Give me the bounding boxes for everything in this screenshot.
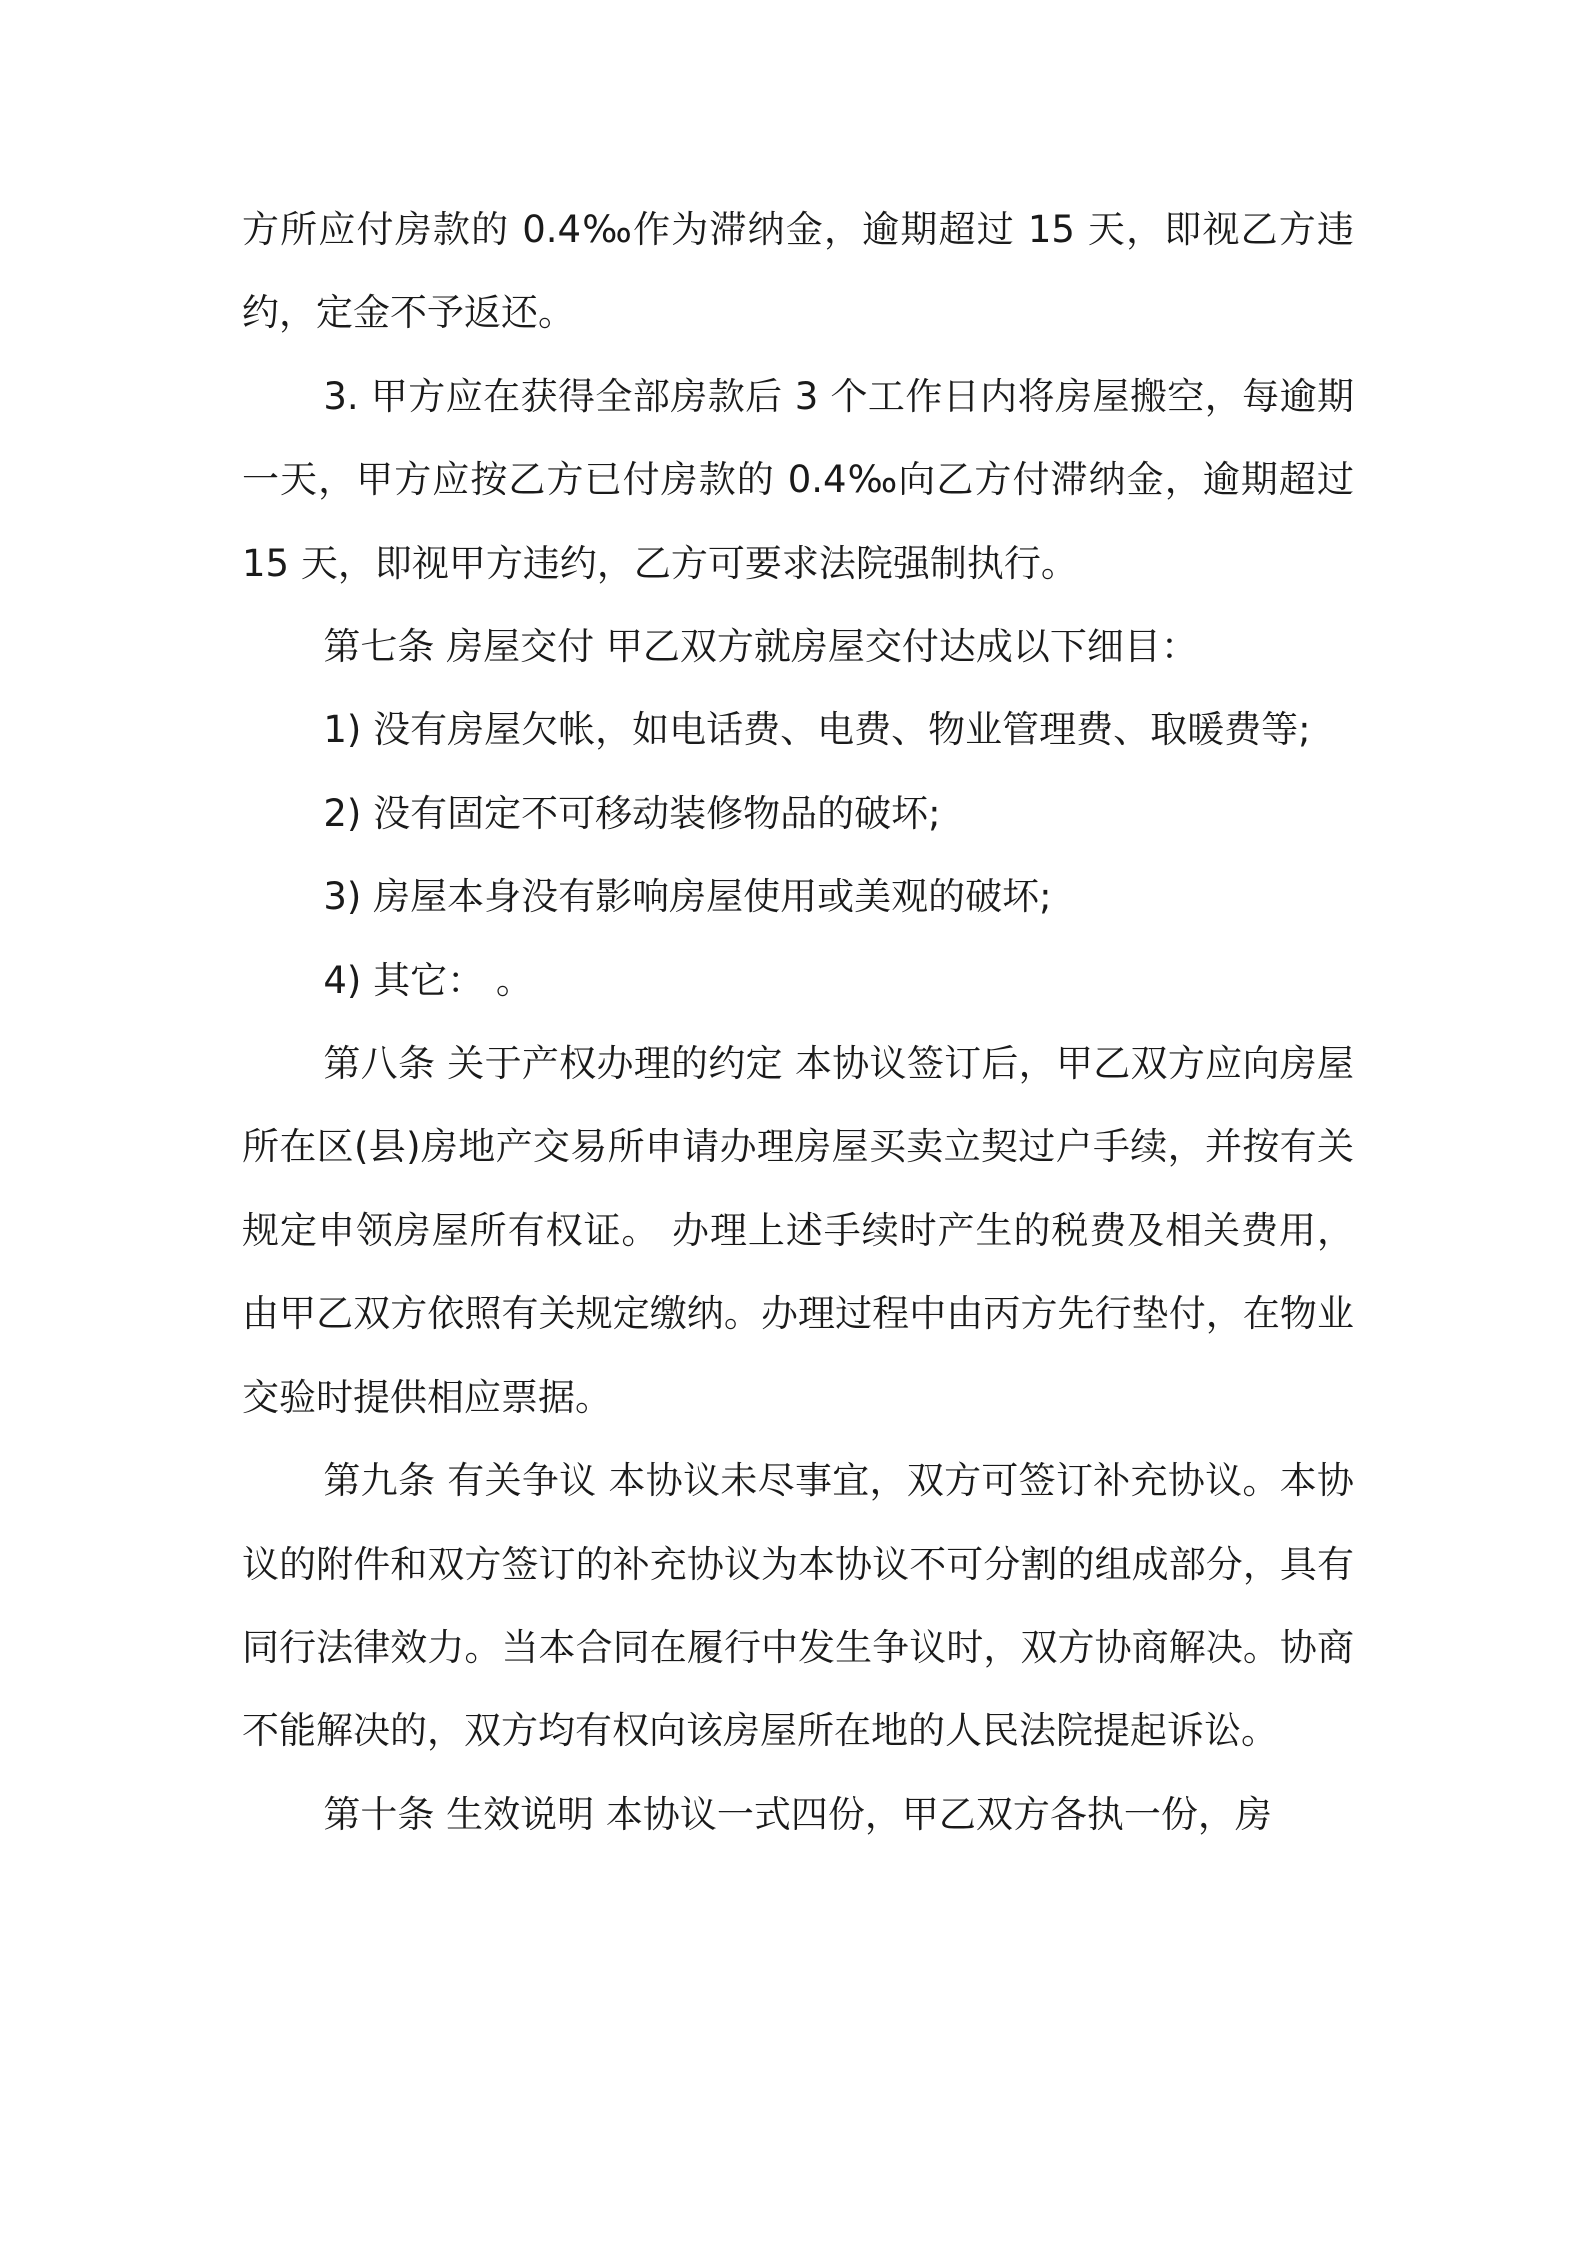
paragraph-article-10: 第十条 生效说明 本协议一式四份，甲乙双方各执一份，房 xyxy=(323,1792,1272,1836)
contract-body xyxy=(242,188,1354,1856)
paragraph-item-4: 4) 其它： 。 xyxy=(323,958,533,1002)
paragraph-clause-3-vacate: 3. 甲方应在获得全部房款后 3 个工作日内将房屋搬空，每逾期一天，甲方应按乙方已付房款的 0.4‰向乙方付滞纳金，逾期超过 15 天，即视甲方违约，乙方可要求法院强制执行。 xyxy=(242,374,1354,585)
paragraph-late-fee-continued: 方所应付房款的 0.4‰作为滞纳金，逾期超过 15 天，即视乙方违约，定金不予返还。 xyxy=(242,208,1354,335)
paragraph-item-2: 2) 没有固定不可移动装修物品的破坏; xyxy=(323,791,941,835)
paragraph-item-1: 1) 没有房屋欠帐，如电话费、电费、物业管理费、取暖费等; xyxy=(323,708,1311,752)
paragraph-item-3: 3) 房屋本身没有影响房屋使用或美观的破坏; xyxy=(323,875,1052,919)
paragraph-article-9: 第九条 有关争议 本协议未尽事宜，双方可签订补充协议。本协议的附件和双方签订的补充协议为本协议不可分割的组成部分，具有同行法律效力。当本合同在履行中发生争议时，双方协商解决。协商不能解决的，双方均有权向该房屋所在地的人民法院提起诉讼。 xyxy=(242,1459,1354,1753)
paragraph-article-7-heading: 第七条 房屋交付 甲乙双方就房屋交付达成以下细目： xyxy=(323,625,1198,669)
paragraph-article-8: 第八条 关于产权办理的约定 本协议签订后，甲乙双方应向房屋所在区(县)房地产交易所申请办理房屋买卖立契过户手续，并按有关规定申领房屋所有权证。 办理上述手续时产生的税费及相关费用，由甲乙双方依照有关规定缴纳。办理过程中由丙方先行垫付，在物业交验时提供相应票据。 xyxy=(242,1042,1354,1419)
